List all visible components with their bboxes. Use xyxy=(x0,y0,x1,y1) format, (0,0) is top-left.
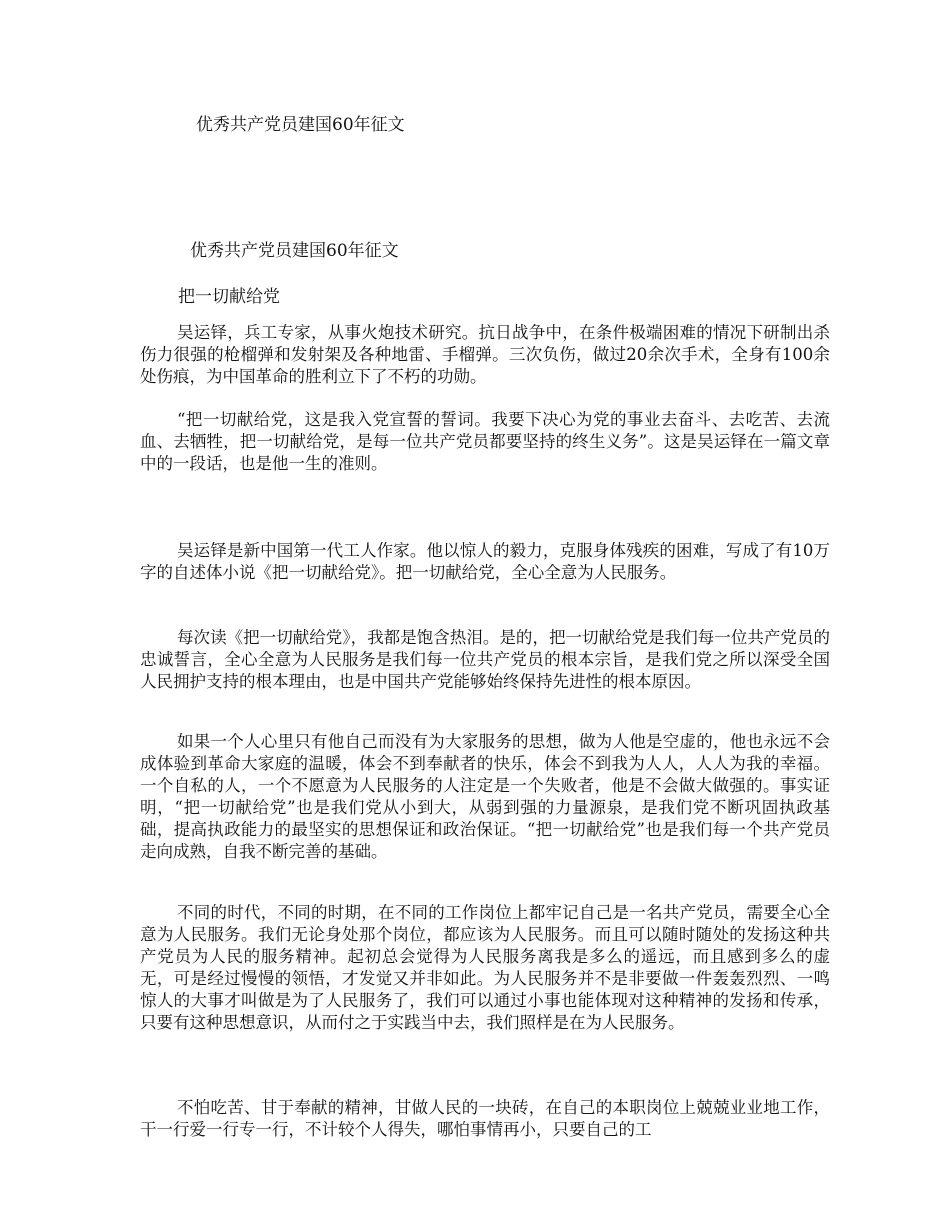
paragraph-1: 吴运铎，兵工专家，从事火炮技术研究。抗日战争中，在条件极端困难的情况下研制出杀伤力很强的枪榴弹和发射架及各种地雷、手榴弹。三次负伤，做过20余次手术，全身有100余处伤痕，为中国革命的胜利立下了不朽的功勋。 xyxy=(140,323,830,386)
document-subtitle: 优秀共产党员建国60年征文 xyxy=(190,241,399,261)
paragraph-7: 不怕吃苦、甘于奉献的精神，甘做人民的一块砖，在自己的本职岗位上兢兢业业地工作，干一行爱一行专一行，不计较个人得失，哪怕事情再小，只要自己的工 xyxy=(140,1098,830,1139)
paragraph-5: 如果一个人心里只有他自己而没有为大家服务的思想，做为人他是空虚的，他也永远不会成体验到革命大家庭的温暖，体会不到奉献者的快乐，体会不到我为人人，人人为我的幸福。一个自私的人，一个不愿意为人民服务的人注定是一个失败者，他是不会做大做强的。事实证明，“把一切献给党”也是我们党从小到大，从弱到强的力量源泉，是我们党不断巩固执政基础，提高执政能力的最坚实的思想保证和政治保证。“把一切献给党”也是我们每一个共产党员走向成熟，自我不断完善的基础。 xyxy=(140,732,830,861)
paragraph-6: 不同的时代，不同的时期，在不同的工作岗位上都牢记自己是一名共产党员，需要全心全意为人民服务。我们无论身处那个岗位，都应该为人民服务。而且可以随时随处的发扬这种共产党员为人民的服务精神。起初总会觉得为人民服务离我是多么的遥远，而且感到多么的虚无，可是经过慢慢的领悟，才发觉又并非如此。为人民服务并不是非要做一件轰轰烈烈、一鸣惊人的大事才叫做是为了人民服务了，我们可以通过小事也能体现对这种精神的发扬和传承，只要有这种思想意识，从而付之于实践当中去，我们照样是在为人民服务。 xyxy=(140,903,830,1032)
paragraph-4: 每次读《把一切献给党》，我都是饱含热泪。是的，把一切献给党是我们每一位共产党员的忠诚誓言，全心全意为人民服务是我们每一位共产党员的根本宗旨，是我们党之所以深受全国人民拥护支持的根本理由，也是中国共产党能够始终保持先进性的根本原因。 xyxy=(140,628,830,691)
section-heading: 把一切献给党 xyxy=(178,287,280,307)
document-title: 优秀共产党员建国60年征文 xyxy=(196,115,405,135)
paragraph-2: “把一切献给党，这是我入党宣誓的誓词。我要下决心为党的事业去奋斗、去吃苦、去流血、去牺牲，把一切献给党，是每一位共产党员都要坚持的终生义务”。这是吴运铎在一篇文章中的一段话，也是他一生的准则。 xyxy=(140,410,830,473)
paragraph-3: 吴运铎是新中国第一代工人作家。他以惊人的毅力，克服身体残疾的困难，写成了有10万字的自述体小说《把一切献给党》。把一切献给党，全心全意为人民服务。 xyxy=(140,541,830,582)
